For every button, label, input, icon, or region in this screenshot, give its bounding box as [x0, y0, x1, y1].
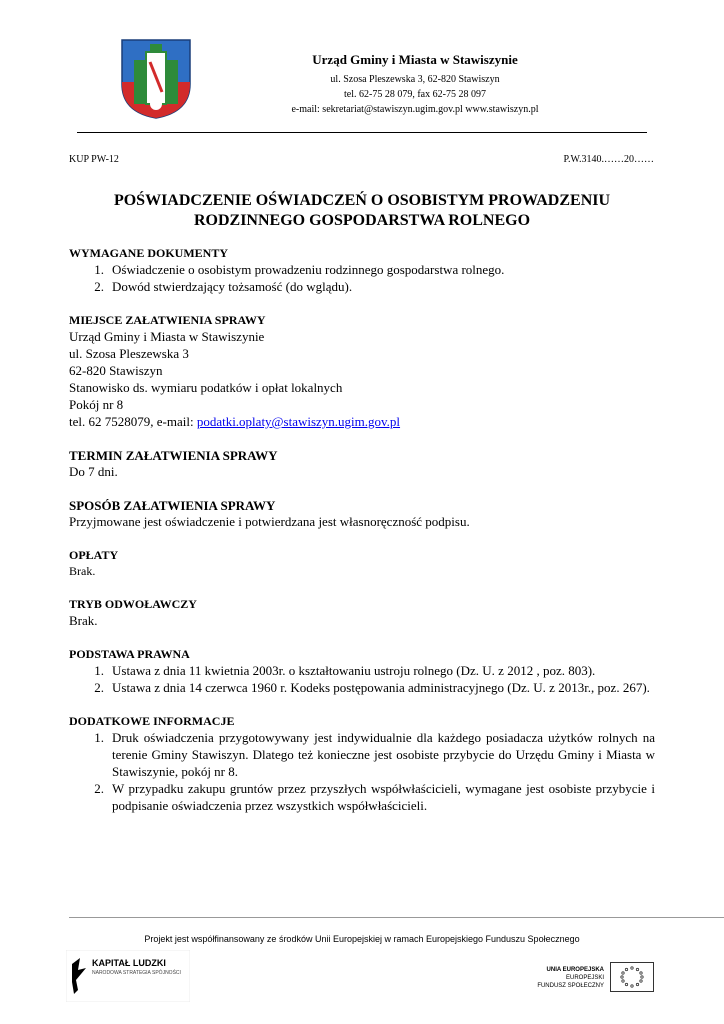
list-item: 1. Druk oświadczenia przygotowywany jest indywidualnie dla każdego posiadacza użytków rolnych na terenie Gminy Stawiszyn. Dlatego też konieczne jest osobiste przybycie do Urzędu Gminy i Miasta w Stawiszynie, pokój nr 8.: [94, 730, 655, 779]
method-heading: SPOSÓB ZAŁATWIENIA SPRAWY: [69, 498, 276, 513]
eu-flag-icon: [610, 962, 654, 992]
list-item: 2. Dowód stwierdzający tożsamość (do wglądu).: [94, 279, 353, 294]
office-phone: tel. 62-75 28 079, fax 62-75 28 097: [344, 89, 486, 100]
header-divider: [77, 132, 647, 133]
place-heading: MIEJSCE ZAŁATWIENIA SPRAWY: [69, 313, 266, 327]
list-item: 1. Ustawa z dnia 11 kwietnia 2003r. o kształtowaniu ustroju rolnego (Dz. U. z 2012 , poz. 803).: [94, 663, 596, 678]
additional-list: [69, 729, 655, 814]
place-line: ul. Szosa Pleszewska 3: [69, 346, 189, 361]
document-title: [69, 191, 655, 231]
term-text: Do 7 dni.: [69, 464, 118, 479]
coat-of-arms-logo: [120, 38, 192, 120]
place-line: 62-820 Stawiszyn: [69, 363, 163, 378]
required-docs-list: [69, 261, 655, 295]
list-item: 1. Oświadczenie o osobistym prowadzeniu rodzinnego gospodarstwa rolnego.: [94, 262, 505, 277]
term-heading: TERMIN ZAŁATWIENIA SPRAWY: [69, 448, 278, 463]
place-line: Pokój nr 8: [69, 397, 124, 412]
place-line: Urząd Gminy i Miasta w Stawiszynie: [69, 329, 265, 344]
place-line: Stanowisko ds. wymiaru podatków i opłat lokalnych: [69, 380, 343, 395]
document-title-line2: RODZINNEGO GOSPODARSTWA ROLNEGO: [193, 212, 531, 229]
eu-label: UNIA EUROPEJSKA EUROPEJSKI FUNDUSZ SPOŁECZNY: [537, 967, 604, 989]
footer-divider: [69, 917, 724, 918]
legal-heading: PODSTAWA PRAWNA: [69, 647, 190, 661]
form-code: KUP PW-12: [69, 154, 119, 165]
list-item: 2. W przypadku zakupu gruntów przez przyszłych współwłaścicieli, wymagane jest osobiste przybycie i podpisanie oświadczenia przez wszystkich współwłaścicieli.: [94, 781, 655, 813]
email-link[interactable]: podatki.oplaty@stawiszyn.ugim.gov.pl: [196, 414, 401, 429]
case-number: P.W.3140.……20……: [563, 154, 654, 165]
appeal-heading: TRYB ODWOŁAWCZY: [69, 597, 197, 611]
office-address: ul. Szosa Pleszewska 3, 62-820 Stawiszyn: [330, 74, 500, 85]
required-docs-heading: WYMAGANE DOKUMENTY: [69, 246, 228, 260]
office-name: Urząd Gminy i Miasta w Stawiszynie: [312, 52, 518, 67]
method-text: Przyjmowane jest oświadczenie i potwierdzana jest własnoręczność podpisu.: [69, 514, 470, 529]
kl-title: KAPITAŁ LUDZKI: [92, 958, 166, 968]
document-title-line1: POŚWIADCZENIE OŚWIADCZEŃ O OSOBISTYM PROWADZENIU: [113, 192, 611, 209]
appeal-text: Brak.: [69, 613, 98, 628]
office-contact: e-mail: sekretariat@stawiszyn.ugim.gov.pl www.stawiszyn.pl: [291, 104, 539, 115]
fees-heading: OPŁATY: [69, 548, 119, 562]
funding-note: Projekt jest współfinansowany ze środków Unii Europejskiej w ramach Europejskiego Funduszu Społecznego: [144, 934, 580, 944]
legal-list: [69, 662, 655, 696]
fees-text: Brak.: [69, 564, 96, 578]
kl-subtitle: NARODOWA STRATEGIA SPÓJNOŚCI: [92, 970, 181, 976]
place-contact: tel. 62 7528079, e-mail: podatki.oplaty@stawiszyn.ugim.gov.pl: [69, 414, 401, 429]
document-body: [69, 246, 655, 814]
additional-heading: DODATKOWE INFORMACJE: [69, 714, 235, 728]
list-item: 2. Ustawa z dnia 14 czerwca 1960 r. Kodeks postępowania administracyjnego (Dz. U. z 2013r., poz. 267).: [94, 680, 650, 695]
